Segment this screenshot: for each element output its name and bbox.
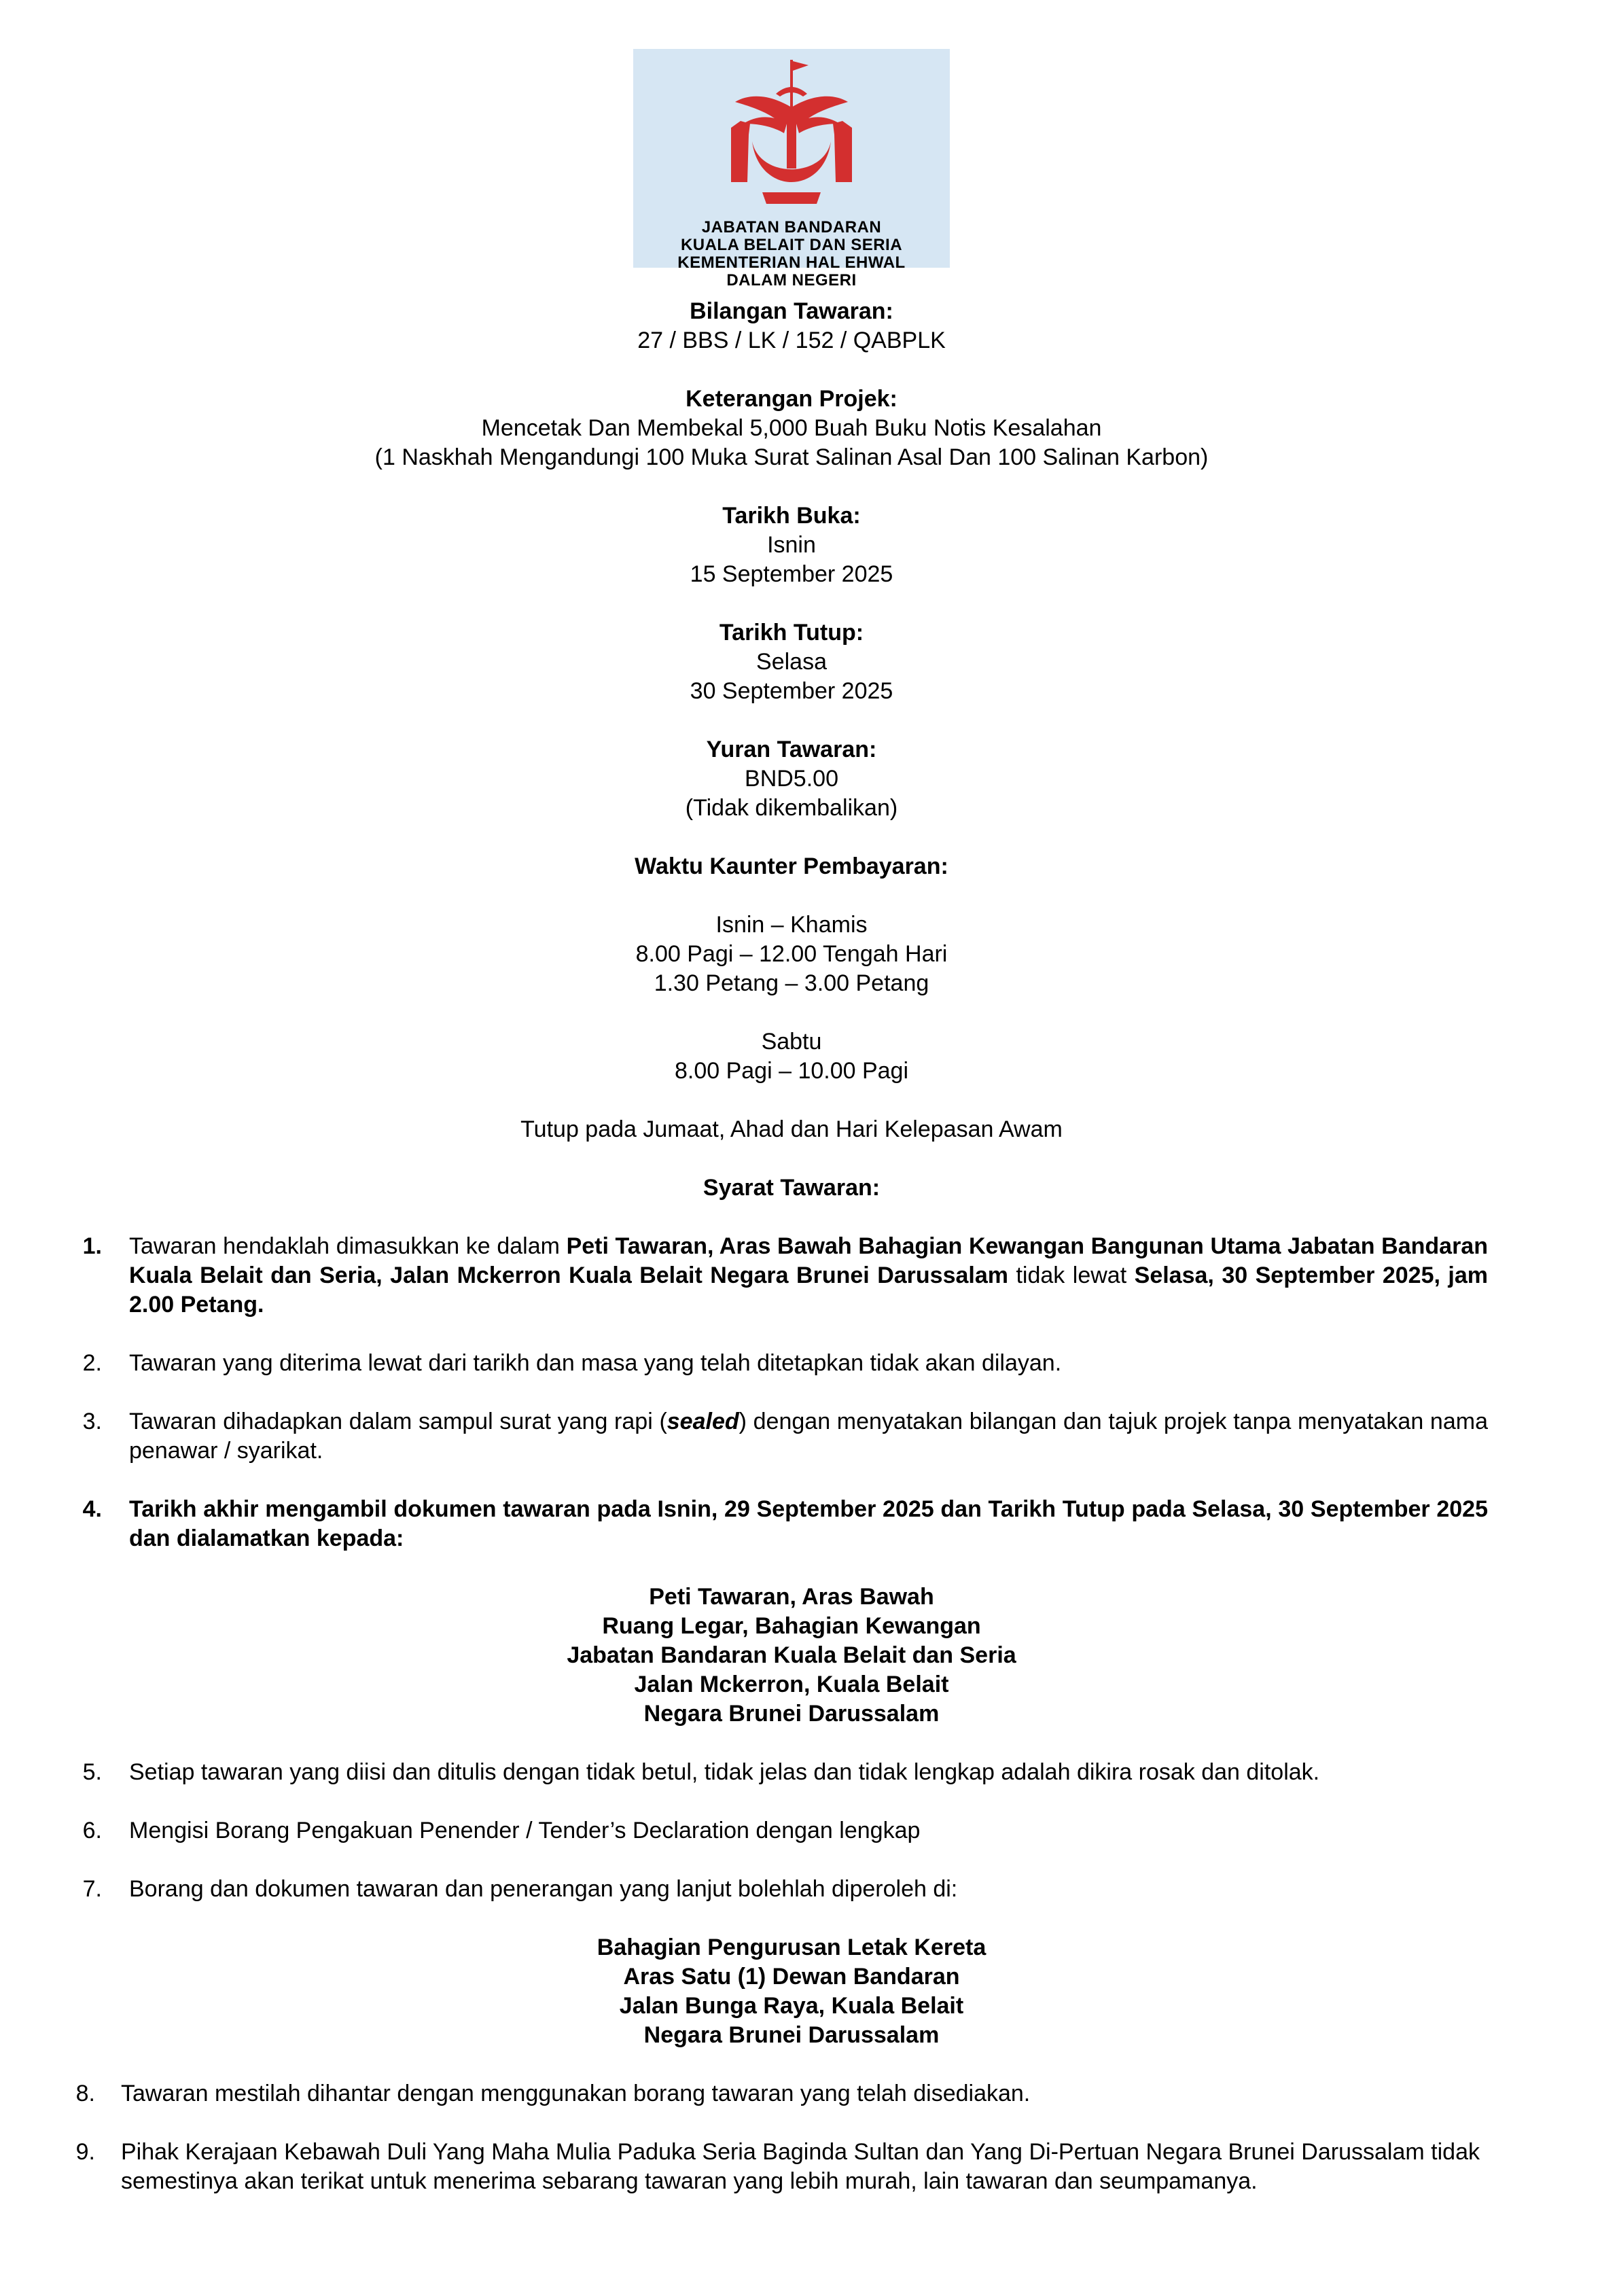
- tender-number: 27 / BBS / LK / 152 / QABPLK: [637, 328, 946, 353]
- project-line-2: (1 Naskhah Mengandungi 100 Muka Surat Salinan Asal Dan 100 Salinan Karbon): [374, 444, 1209, 470]
- term-7-address-line-3: Jalan Bunga Raya, Kuala Belait: [619, 1993, 964, 2019]
- counter-label-block: [0, 852, 1583, 881]
- open-date-block: [0, 501, 1583, 589]
- term-3-part-c: ) dengan menyatakan bilangan dan tajuk projek tanpa menyatakan nama penawar / syarikat.: [129, 1409, 1488, 1464]
- fee-value: BND5.00: [745, 766, 838, 792]
- term-1-part-a: Tawaran hendaklah dimasukkan ke dalam: [129, 1233, 567, 1259]
- term-3-text: [129, 1407, 1488, 1466]
- term-3-part-a: Tawaran dihadapkan dalam sampul surat yang rapi (: [129, 1409, 667, 1434]
- open-date: 15 September 2025: [690, 561, 893, 587]
- term-3-number: 3.: [82, 1409, 102, 1434]
- term-4-number: 4.: [82, 1496, 102, 1522]
- term-4-address: [0, 1583, 1583, 1729]
- term-8-text: Tawaran mestilah dihantar dengan menggunakan borang tawaran yang telah disediakan.: [121, 2081, 1031, 2106]
- terms-heading: Syarat Tawaran:: [703, 1175, 881, 1201]
- term-4-address-line-3: Jabatan Bandaran Kuala Belait dan Seria: [567, 1642, 1016, 1668]
- term-1-part-b: Peti Tawaran, Aras Bawah Bahagian Kewangan Bangunan Utama Jabatan Bandaran Kuala Belait dan Seria, Jalan Mckerron Kuala Belait Negara Brunei Darussalam: [129, 1233, 1488, 1288]
- term-8-number: 8.: [75, 2081, 95, 2106]
- term-1-part-d: Selasa, 30 September 2025, jam 2.00 Petang.: [129, 1262, 1488, 1318]
- term-7-text: Borang dan dokumen tawaran dan penerangan yang lanjut bolehlah diperoleh di:: [129, 1876, 958, 1902]
- term-2-number: 2.: [82, 1350, 102, 1376]
- logo-line-2: KUALA BELAIT DAN SERIA: [680, 236, 903, 254]
- saturday-hours-block: [0, 1027, 1583, 1086]
- fee-note: (Tidak dikembalikan): [685, 795, 898, 821]
- term-7-address-line-2: Aras Satu (1) Dewan Bandaran: [623, 1964, 960, 1990]
- counter-label: Waktu Kaunter Pembayaran:: [635, 853, 948, 879]
- term-3-part-b: sealed: [667, 1409, 739, 1434]
- term-9-text: Pihak Kerajaan Kebawah Duli Yang Maha Mulia Paduka Seria Baginda Sultan dan Yang Di-Pertuan Negara Brunei Darussalam tidak semestinya akan terikat untuk menerima sebarang tawaran yang lebih murah, lain tawaran dan seumpamanya.: [121, 2139, 1480, 2194]
- close-date-block: [0, 618, 1583, 706]
- fee-label: Yuran Tawaran:: [706, 737, 877, 762]
- logo-line-4: DALAM NEGERI: [726, 271, 857, 289]
- terms-heading-block: [0, 1173, 1583, 1203]
- term-4-address-line-4: Jalan Mckerron, Kuala Belait: [634, 1672, 949, 1697]
- term-1-text: [129, 1232, 1488, 1320]
- term-1-part-c: tidak lewat: [1008, 1262, 1135, 1288]
- open-date-label: Tarikh Buka:: [722, 503, 861, 529]
- open-day: Isnin: [767, 532, 816, 558]
- logo-line-3: KEMENTERIAN HAL EHWAL: [677, 253, 906, 272]
- department-logo: [633, 49, 950, 289]
- term-2-text: Tawaran yang diterima lewat dari tarikh dan masa yang telah ditetapkan tidak akan dilayan.: [129, 1350, 1062, 1376]
- term-6-text: Mengisi Borang Pengakuan Penender / Tender’s Declaration dengan lengkap: [129, 1818, 921, 1843]
- fee-block: [0, 735, 1583, 823]
- weekday-hours-block: [0, 911, 1583, 998]
- term-4-address-line-2: Ruang Legar, Bahagian Kewangan: [602, 1613, 981, 1639]
- term-9-number: 9.: [75, 2139, 95, 2165]
- project-label: Keterangan Projek:: [686, 386, 898, 412]
- logo-line-1: JABATAN BANDARAN: [701, 218, 882, 236]
- saturday-hours: 8.00 Pagi – 10.00 Pagi: [674, 1058, 909, 1084]
- term-4-text: Tarikh akhir mengambil dokumen tawaran pada Isnin, 29 September 2025 dan Tarikh Tutup pada Selasa, 30 September 2025 dan dialamatkan kepada:: [129, 1496, 1488, 1551]
- weekday-range: Isnin – Khamis: [715, 912, 868, 938]
- term-7-number: 7.: [82, 1876, 102, 1902]
- term-4-address-line-5: Negara Brunei Darussalam: [643, 1701, 940, 1727]
- closed-note: Tutup pada Jumaat, Ahad dan Hari Kelepasan Awam: [520, 1116, 1063, 1142]
- logo-caption: [633, 219, 950, 289]
- close-date: 30 September 2025: [690, 678, 893, 704]
- project-block: [0, 385, 1583, 472]
- term-5-text: Setiap tawaran yang diisi dan ditulis dengan tidak betul, tidak jelas dan tidak lengkap adalah dikira rosak dan ditolak.: [129, 1759, 1320, 1785]
- project-line-1: Mencetak Dan Membekal 5,000 Buah Buku Notis Kesalahan: [481, 415, 1102, 441]
- brunei-crest-icon: [722, 53, 861, 216]
- weekday-morning: 8.00 Pagi – 12.00 Tengah Hari: [635, 941, 948, 967]
- close-day: Selasa: [756, 649, 827, 675]
- term-7-address-line-1: Bahagian Pengurusan Letak Kereta: [597, 1935, 987, 1960]
- close-date-label: Tarikh Tutup:: [719, 620, 864, 646]
- tender-number-block: [0, 297, 1583, 355]
- term-7-address-line-4: Negara Brunei Darussalam: [643, 2022, 940, 2048]
- term-1-number: 1.: [82, 1233, 102, 1259]
- saturday-label: Sabtu: [761, 1029, 822, 1055]
- term-5-number: 5.: [82, 1759, 102, 1785]
- closed-note-block: [0, 1115, 1583, 1144]
- term-7-address: [0, 1933, 1583, 2050]
- term-6-number: 6.: [82, 1818, 102, 1843]
- tender-number-label: Bilangan Tawaran:: [690, 298, 893, 324]
- term-4-address-line-1: Peti Tawaran, Aras Bawah: [649, 1584, 934, 1610]
- weekday-afternoon: 1.30 Petang – 3.00 Petang: [654, 970, 929, 996]
